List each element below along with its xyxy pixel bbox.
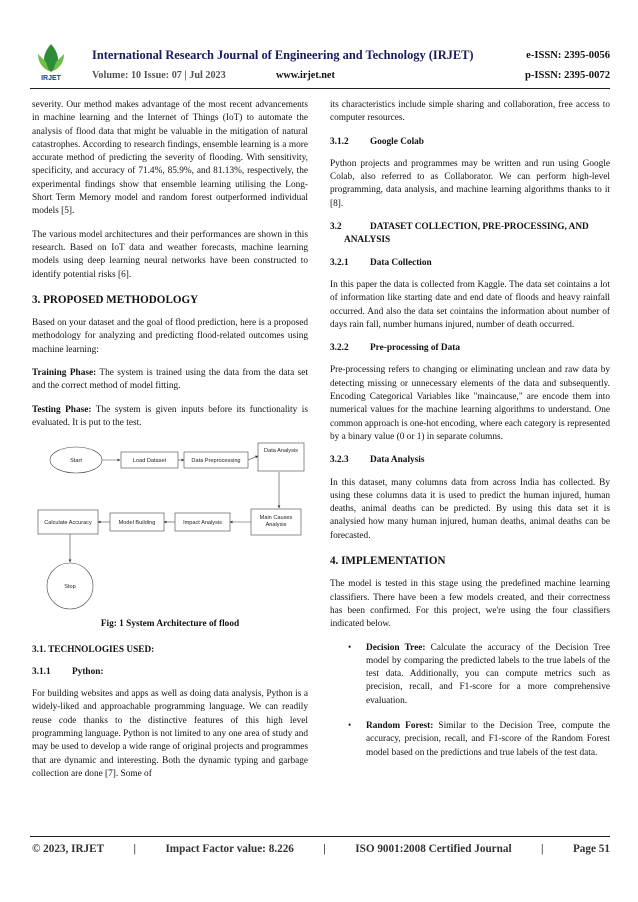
training-phase-label: Training Phase:	[32, 368, 97, 379]
flow-label-stop: Stop	[64, 584, 76, 591]
list-item-label: Random Forest:	[366, 720, 434, 731]
flow-label-main-causes: Main Causes	[259, 515, 293, 522]
heading-number: 3.2	[330, 222, 342, 233]
paragraph: Pre-processing refers to changing or eliminating unclean and raw data by detecting missing or unnecessary elements of the data and subsequently. Encoding Categorical Variables like "maincause," are encode them into numerical values for the machine learning algorithms to understand. One common approach is one-hot encoding, where each category is represented by a binary value (0 or 1) in separate columns.	[330, 365, 610, 442]
heading-text: Google Colab	[370, 136, 424, 147]
list-item	[330, 720, 610, 760]
heading-number: 3.2.2	[330, 343, 349, 354]
footer-impact-factor: Impact Factor value: 8.226	[165, 843, 294, 855]
testing-phase-label: Testing Phase:	[32, 404, 92, 415]
section-heading: 4. IMPLEMENTATION	[330, 555, 446, 568]
paragraph: For building websites and apps as well as doing data analysis, Python is a widely-liked and approachable programming language. We can readily reuse code thanks to the distinctive features of this high level programming language. Python is not limited to any one area of study and may be used to develop a wide range of original projects and programmes that are dynamic and interesting. Both the dynamic typing and garbage collection are done [7]. Some of	[32, 689, 309, 779]
heading-number: 3.1.1	[32, 666, 51, 677]
footer-divider	[30, 836, 610, 837]
paragraph: In this dataset, many columns data from across India has collected. By using these columns data it is used to predict the human injured, human deaths, animal deaths can be predicted. By using this data set it is analysied how many human injured, human deaths, animal deaths can be forecasted.	[330, 477, 610, 541]
header-divider	[30, 88, 610, 89]
paragraph: The various model architectures and their performances are shown in this research. Based on IoT data and weather forecasts, machine learning models using deep learning neural networks have been constructed to identify potential risks [6].	[32, 229, 308, 280]
journal-website-link[interactable]: www.irjet.net	[276, 70, 335, 81]
flow-label-impact-analysis: Impact Analysis	[183, 520, 222, 527]
flow-label-data-analysis: Data Analysis	[264, 448, 298, 455]
flow-label-main-causes-analysis: Analysis	[265, 522, 287, 529]
paragraph: severity. Our method makes advantage of the most recent advancements in machine learning and the Internet of Things (IoT) to automate the analysis of flood data that might be valuable in the mitigation of natural catastrophes. According to research findings, ensemble learning is a more accurate method of predicting the severity of flooding. With sensitivity, specificity, and accuracy of 71.4%, 85.9%, and 81.13%, respectively, the experimental findings show that ensemble learning utilising the Long-Short Term Memory model and random forest outperformed individual models [5].	[32, 100, 308, 217]
flow-label-model-building: Model Building	[118, 520, 156, 527]
page-footer	[32, 843, 610, 855]
subsection-heading-data-collection	[330, 257, 610, 270]
footer-separator: |	[133, 843, 136, 855]
logo-text: IRJET	[41, 75, 61, 82]
flow-label-start: Start	[70, 458, 82, 465]
testing-phase-paragraph	[32, 404, 308, 431]
testing-phase-text: The system is given inputs before its functionality is evaluated. It is put to the test.	[32, 404, 308, 428]
heading-number: 3.1.2	[330, 136, 349, 147]
system-architecture-figure	[32, 440, 308, 612]
bullet-icon: •	[348, 642, 352, 653]
left-column	[32, 99, 308, 791]
classifier-list	[330, 642, 610, 760]
heading-text: Data Analysis	[370, 455, 425, 466]
paragraph: In this paper the data is collected from Kaggle. The data set cointains a lot of information like starting date and end date of floods and heavy rainfall occurred. And also the data set cointains the information about number of days rain fall, number humans injured, number of death occurred.	[330, 279, 610, 330]
subsection-heading-google-colab	[330, 136, 610, 149]
page-number: Page 51	[572, 843, 610, 855]
footer-copyright: © 2023, IRJET	[32, 843, 105, 855]
irjet-logo	[34, 42, 68, 82]
paragraph: its characteristics include simple sharing and collaboration, free access to computer resources.	[330, 100, 610, 124]
heading-number: 3.2.1	[330, 257, 349, 268]
subsection-heading-data-analysis	[330, 454, 610, 467]
bullet-icon: •	[348, 720, 352, 731]
flow-label-load-dataset: Load Dataset	[132, 458, 167, 465]
subsection-heading-python	[32, 666, 308, 679]
training-phase-text: The system is trained using the data from the data set and the correct method of model fitting.	[32, 368, 308, 392]
list-item-text: Calculate the accuracy of the Decision Tree model by comparing the predicted labels to the true labels of the test data. Additionally, you can compute metrics such as precision, recall, and F1-score for a more comprehensive evaluation.	[366, 642, 610, 706]
list-item	[330, 642, 610, 708]
heading-text: Python:	[72, 666, 104, 677]
paragraph: Based on your dataset and the goal of flood prediction, here is a proposed methodology for analyzing and predicting flood-related outcomes using machine learning:	[32, 318, 308, 355]
volume-line: Volume: 10 Issue: 07 | Jul 2023	[92, 70, 226, 81]
p-issn: p-ISSN: 2395-0072	[524, 70, 610, 81]
footer-separator: |	[541, 843, 544, 855]
subsection-heading: 3.1. TECHNOLOGIES USED:	[32, 644, 155, 655]
list-item-text: Similar to the Decision Tree, compute the accuracy, precision, recall, and F1-score of the Random Forest model based on the predictions and true labels of the test data.	[366, 720, 610, 758]
flow-label-data-preprocessing: Data Preprocessing	[191, 458, 241, 465]
flow-label-calculate-accuracy: Calculate Accuracy	[44, 520, 92, 527]
e-issn: e-ISSN: 2395-0056	[526, 50, 610, 61]
section-heading: 3. PROPOSED METHODOLOGY	[32, 293, 199, 306]
heading-text-continued: ANALYSIS	[344, 235, 391, 246]
footer-separator: |	[323, 843, 326, 855]
right-column	[330, 99, 610, 772]
heading-text: DATASET COLLECTION, PRE-PROCESSING, AND	[370, 222, 589, 233]
subsection-heading-preprocessing	[330, 342, 610, 355]
heading-text: Data Collection	[370, 257, 432, 268]
subsection-heading-dataset	[330, 221, 610, 248]
paragraph: The model is tested in this stage using the predefined machine learning classifiers. There have been a few models created, and their correctness has been confirmed. For this project, we're using the four classifiers indicated below.	[330, 579, 610, 630]
training-phase-paragraph	[32, 367, 308, 394]
heading-number: 3.2.3	[330, 455, 349, 466]
list-item-label: Decision Tree:	[366, 642, 426, 653]
footer-iso: ISO 9001:2008 Certified Journal	[355, 843, 512, 855]
figure-caption: Fig: 1 System Architecture of flood	[100, 619, 240, 630]
journal-title: International Research Journal of Engineering and Technology (IRJET)	[92, 48, 474, 62]
paragraph: Python projects and programmes may be written and run using Google Colab, also referred to as Collaborator. We can perform high-level programming, data analysis, and machine learning algorithms thanks to it [8].	[330, 158, 610, 209]
heading-text: Pre-processing of Data	[370, 343, 461, 354]
